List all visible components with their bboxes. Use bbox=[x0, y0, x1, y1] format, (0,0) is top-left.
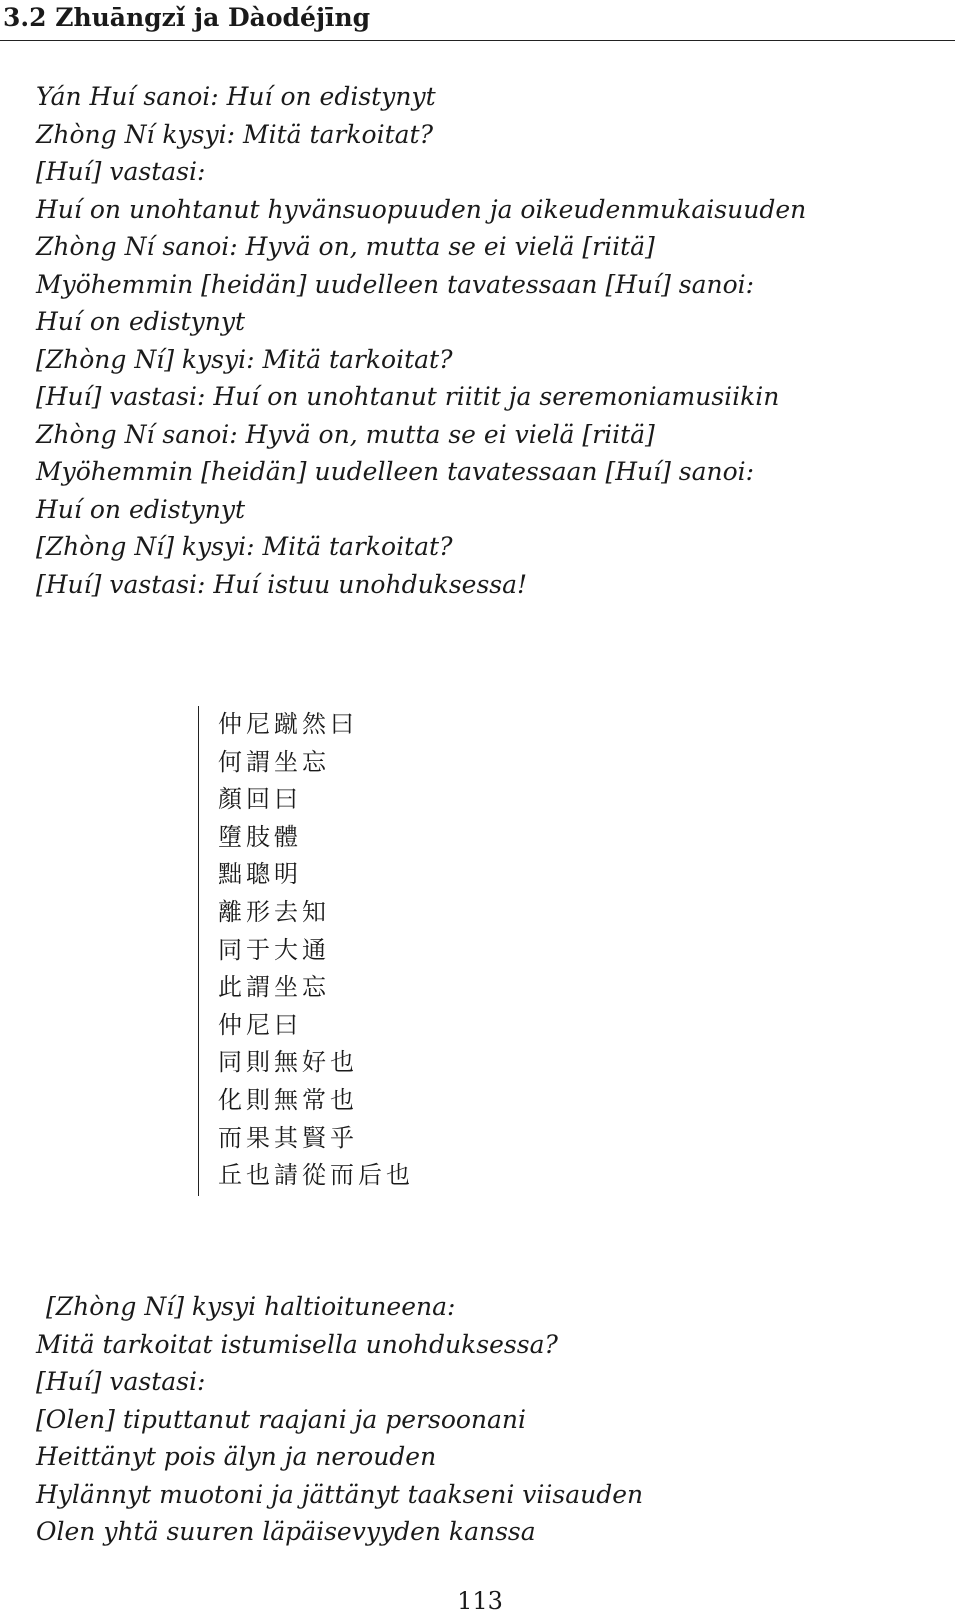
poem-line: Huí on unohtanut hyvänsuopuuden ja oikeudenmukaisuuden bbox=[36, 194, 807, 224]
poem-line: Myöhemmin [heidän] uudelleen tavatessaan [Huí] sanoi: bbox=[36, 457, 755, 486]
chinese-line: 仲尼曰 bbox=[218, 1010, 302, 1039]
poem-dialogue bbox=[36, 78, 806, 603]
page-number: 113 bbox=[457, 1587, 503, 1615]
poem-line: [Zhòng Ní] kysyi: Mitä tarkoitat? bbox=[36, 532, 453, 561]
poem-line: [Huí] vastasi: bbox=[36, 1367, 206, 1396]
chinese-line: 黜聰明 bbox=[218, 860, 302, 889]
chinese-line: 同于大通 bbox=[218, 935, 330, 964]
poem-line: Heittänyt pois älyn ja nerouden bbox=[36, 1442, 437, 1471]
chinese-line: 化則無常也 bbox=[218, 1085, 358, 1114]
poem-line: Zhòng Ní kysyi: Mitä tarkoitat? bbox=[36, 119, 433, 149]
poem-line: Zhòng Ní sanoi: Hyvä on, mutta se ei vielä [riitä] bbox=[36, 232, 655, 261]
poem-line: Hylännyt muotoni ja jättänyt taakseni viisauden bbox=[36, 1479, 644, 1509]
chinese-line: 仲尼蹴然曰 bbox=[218, 710, 358, 738]
section-title: 3.2 Zhuāngzǐ ja Dàodéjīng bbox=[3, 3, 371, 32]
poem-line: [Zhòng Ní] kysyi haltioituneena: bbox=[46, 1292, 456, 1321]
quote-rule bbox=[198, 706, 199, 1196]
poem-line: [Zhòng Ní] kysyi: Mitä tarkoitat? bbox=[36, 344, 453, 374]
poem-line: [Olen] tiputtanut raajani ja persoonani bbox=[36, 1404, 527, 1434]
poem-line: Huí on edistynyt bbox=[36, 307, 246, 336]
poem-line: Mitä tarkoitat istumisella unohduksessa? bbox=[36, 1329, 558, 1359]
poem-line: [Huí] vastasi: Huí on unohtanut riitit ja seremoniamusiikin bbox=[36, 382, 780, 411]
poem-line: [Huí] vastasi: Huí istuu unohduksessa! bbox=[36, 569, 528, 599]
chinese-line: 何謂坐忘 bbox=[218, 747, 330, 776]
chinese-lines bbox=[218, 706, 414, 1195]
chinese-original-text bbox=[198, 706, 558, 1196]
poem-line: Yán Huí sanoi: Huí on edistynyt bbox=[36, 82, 436, 111]
poem-line: [Huí] vastasi: bbox=[36, 157, 206, 186]
chinese-line: 顏回曰 bbox=[218, 785, 302, 814]
chinese-line: 墮肢體 bbox=[218, 822, 302, 851]
chinese-line: 而果其賢乎 bbox=[218, 1123, 358, 1152]
poem-line: Myöhemmin [heidän] uudelleen tavatessaan [Huí] sanoi: bbox=[36, 269, 755, 299]
poem-conclusion bbox=[36, 1288, 643, 1551]
chinese-line: 丘也請從而后也 bbox=[218, 1161, 414, 1190]
poem-line: Huí on edistynyt bbox=[36, 494, 246, 524]
section-header bbox=[0, 0, 955, 41]
poem-line: Zhòng Ní sanoi: Hyvä on, mutta se ei vielä [riitä] bbox=[36, 419, 655, 449]
chinese-line: 此謂坐忘 bbox=[218, 973, 330, 1002]
chinese-line: 同則無好也 bbox=[218, 1048, 358, 1077]
poem-line: Olen yhtä suuren läpäisevyyden kanssa bbox=[36, 1517, 536, 1546]
chinese-line: 離形去知 bbox=[218, 897, 330, 926]
